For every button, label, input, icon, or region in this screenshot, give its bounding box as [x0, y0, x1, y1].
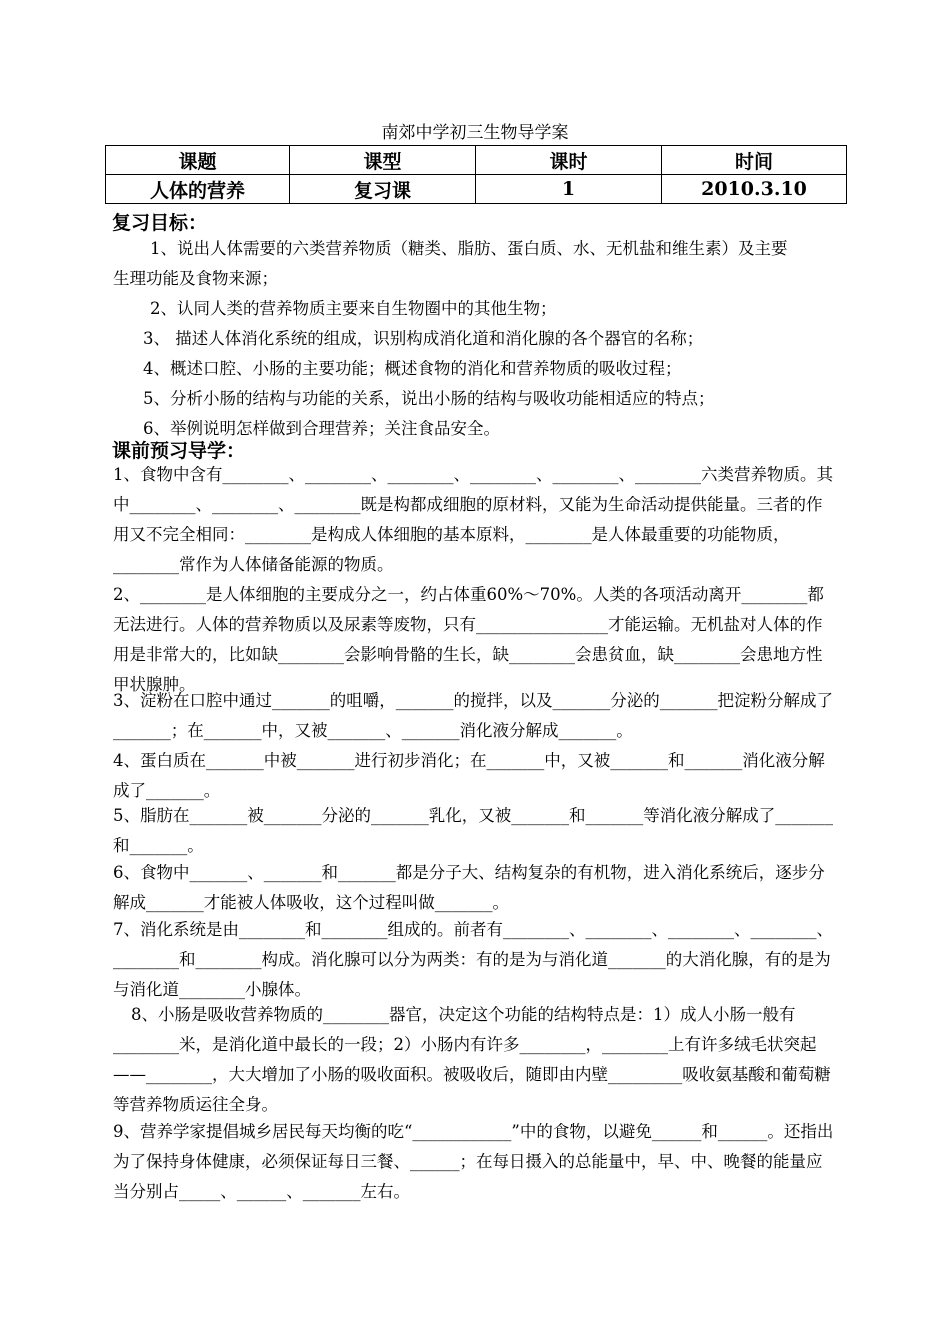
- question-3: 3、淀粉在口腔中通过_______的咀嚼，_______的搅拌，以及_______分泌的_______把淀粉分解成了_______；在_______中，又被_______、_______消化液分解成_______。: [113, 691, 833, 740]
- lesson-info-table: [105, 145, 847, 204]
- section-heading-preview: 课前预习导学：: [112, 440, 246, 462]
- table-cell-date: 2010.3.10: [662, 175, 847, 204]
- question-5: 5、脂肪在_______被_______分泌的_______乳化，又被_______和_______等消化液分解成了_______和_______。: [113, 806, 833, 855]
- table-cell-periods: 1: [476, 175, 662, 204]
- table-header-cell: 课型: [290, 146, 476, 175]
- question-7: 7、消化系统是由________和________组成的。前者有________、________、________、________、________和________构成。消化腺可以分为两类：有的是为与消化道_______的大消化腺，有的是为与消化道________小腺体。: [113, 920, 833, 999]
- goal-item: 2、认同人类的营养物质主要来自生物圈中的其他生物；: [150, 299, 557, 318]
- question-4: 4、蛋白质在_______中被_______进行初步消化；在_______中，又被_______和_______消化液分解成了_______。: [113, 751, 825, 800]
- table-header-cell: 课时: [476, 146, 662, 175]
- table-row: [106, 175, 847, 204]
- goal-item: 3、 描述人体消化系统的组成，识别构成消化道和消化腺的各个器官的名称；: [143, 329, 704, 348]
- question-2: 2、________是人体细胞的主要成分之一，约占体重60%～70%。人类的各项活动离开________都无法进行。人体的营养物质以及尿素等废物，只有________________才能运输。无机盐对人体的作用是非常大的，比如缺________会影响骨骼的生长，缺________会患贫血，缺________会患地方性甲状腺肿。: [113, 585, 824, 694]
- table-cell-type: 复习课: [290, 175, 476, 204]
- document-title: 南郊中学初三生物导学案: [381, 123, 569, 143]
- section-heading-review-goals: 复习目标：: [112, 212, 208, 234]
- goal-item: 6、举例说明怎样做到合理营养；关注食品安全。: [143, 419, 500, 438]
- goal-item: 1、说出人体需要的六类营养物质（糖类、脂肪、蛋白质、水、无机盐和维生素）及主要: [150, 239, 788, 258]
- table-header-cell: 时间: [662, 146, 847, 175]
- table-header-row: [106, 146, 847, 175]
- table-header-cell: 课题: [106, 146, 290, 175]
- question-8: 8、小肠是吸收营养物质的________器官，决定这个功能的结构特点是：1）成人小肠一般有________米，是消化道中最长的一段；2）小肠内有许多________，________上有许多绒毛状突起——________，大大增加了小肠的吸收面积。被吸收后，随即由内壁_________吸收氨基酸和葡萄糖等营养物质运往全身。: [113, 1005, 831, 1114]
- question-6: 6、食物中_______、_______和_______都是分子大、结构复杂的有机物，进入消化系统后，逐步分解成_______才能被人体吸收，这个过程叫做_______。: [113, 863, 825, 912]
- goal-item: 5、分析小肠的结构与功能的关系，说出小肠的结构与吸收功能相适应的特点；: [143, 389, 715, 408]
- question-9: 9、营养学家提倡城乡居民每天均衡的吃“____________”中的食物，以避免______和______。还指出为了保持身体健康，必须保证每日三餐、______；在每日摄入的总能量中，早、中、晚餐的能量应当分别占_____、______、_______左右。: [113, 1122, 834, 1201]
- table-cell-topic: 人体的营养: [106, 175, 290, 204]
- goal-item: 4、概述口腔、小肠的主要功能；概述食物的消化和营养物质的吸收过程；: [143, 359, 682, 378]
- question-1: 1、食物中含有________、________、________、________、________、________六类营养物质。其中________、________、________既是构都成细胞的原材料，又能为生命活动提供能量。三者的作用又不完全相同：________是构成人体细胞的基本原料，________是人体最重要的功能物质，________常作为人体储备能源的物质。: [113, 465, 833, 574]
- goal-item: 生理功能及食物来源；: [113, 269, 278, 288]
